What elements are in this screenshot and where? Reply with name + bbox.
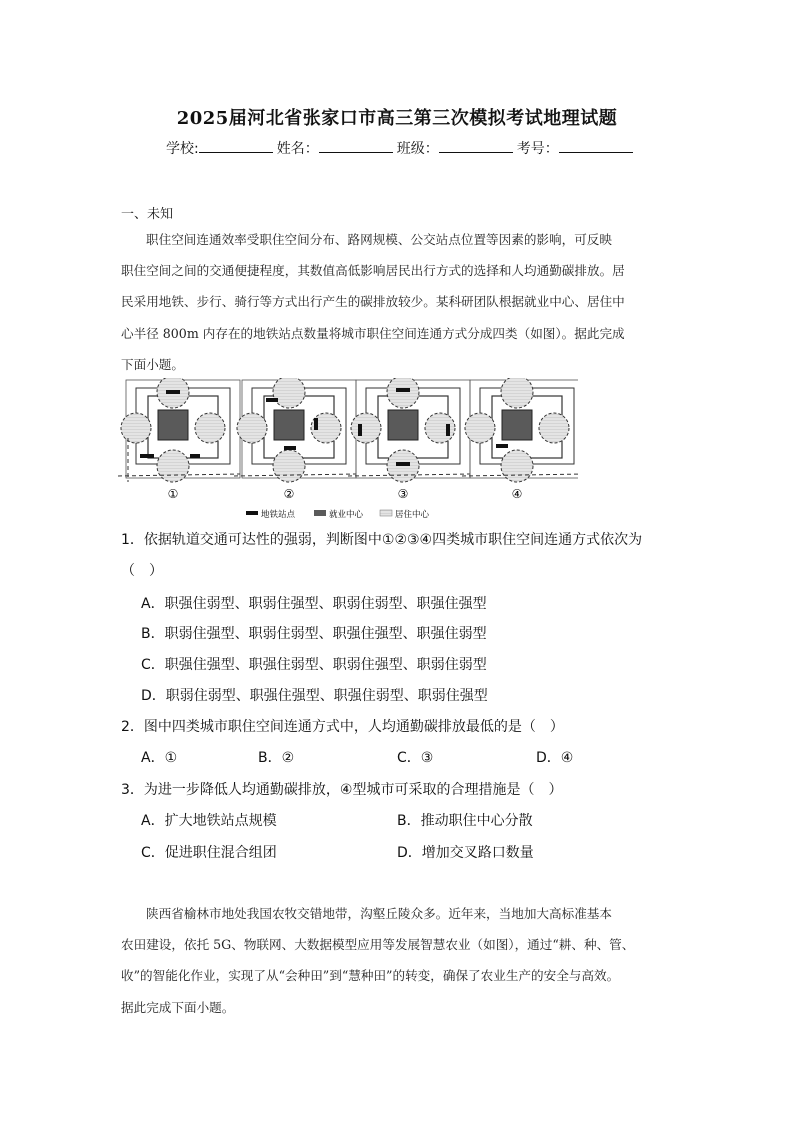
number-label: 考号： — [516, 141, 559, 157]
passage-line: 农田建设，依托 5G、物联网、大数据模型应用等发展智慧农业（如图），通过“耕、种、管、 — [121, 937, 635, 953]
question-2-option-c[interactable]: C．③ — [397, 750, 434, 766]
passage-2 — [121, 898, 634, 1023]
question-1-option-d[interactable]: D．职弱住弱型、职强住强型、职强住弱型、职弱住强型 — [141, 688, 488, 704]
passage-line: 下面小题。 — [121, 356, 184, 372]
passage-line: 民采用地铁、步行、骑行等方式出行产生的碳排放较少。某科研团队根据就业中心、居住中 — [121, 294, 625, 310]
passage-line: 据此完成下面小题。 — [121, 999, 235, 1015]
class-blank[interactable] — [439, 140, 513, 153]
question-2-option-a[interactable]: A．① — [141, 750, 178, 766]
passage-line: 职住空间之间的交通便捷程度，其数值高低影响居民出行方式的选择和人均通勤碳排放。居 — [121, 263, 625, 279]
question-3-option-d[interactable]: D．增加交叉路口数量 — [397, 845, 534, 861]
question-3-option-c[interactable]: C．促进职住混合组团 — [141, 845, 277, 861]
panel-3 — [348, 378, 470, 482]
legend-metro-station: 地铁站点 — [261, 510, 296, 520]
passage-line: 收”的智能化作业，实现了从“会种田”到“慧种田”的转变，确保了农业生产的安全与高效。 — [121, 968, 620, 984]
question-3-stem: 3．为进一步降低人均通勤碳排放，④型城市可采取的合理措施是（ ） — [121, 782, 563, 798]
panel-label-2: ② — [283, 487, 295, 501]
school-label: 学校: — [166, 141, 199, 157]
question-3-option-b[interactable]: B．推动职住中心分散 — [397, 813, 533, 829]
passage-1 — [121, 224, 625, 380]
school-blank[interactable] — [199, 140, 273, 153]
figure-legend — [246, 509, 430, 520]
panel-label-1: ① — [167, 487, 179, 501]
passage-line: 职住空间连通效率受职住空间分布、路网规模、公交站点位置等因素的影响，可反映 — [146, 232, 612, 247]
question-2-option-d[interactable]: D．④ — [536, 750, 574, 766]
page-title: 2025届河北省张家口市高三第三次模拟考试地理试题 — [176, 108, 618, 129]
question-1-option-b[interactable]: B．职弱住强型、职弱住弱型、职强住强型、职强住弱型 — [141, 626, 487, 642]
passage-line: 陕西省榆林市地处我国农牧交错地带，沟壑丘陵众多。近年来，当地加大高标准基本 — [146, 906, 612, 921]
passage-line: 心半径 800m 内存在的地铁站点数量将城市职住空间连通方式分成四类（如图）。据此完成 — [121, 325, 625, 341]
question-1-paren: （ ） — [121, 563, 163, 579]
question-2-option-b[interactable]: B．② — [258, 750, 295, 766]
number-blank[interactable] — [559, 140, 633, 153]
panel-label-3: ③ — [397, 487, 409, 501]
question-2-stem: 2．图中四类城市职住空间连通方式中，人均通勤碳排放最低的是（ ） — [121, 719, 564, 735]
panel-4 — [462, 378, 578, 482]
panel-label-4: ④ — [511, 487, 523, 501]
question-1-stem: 1．依据轨道交通可达性的强弱，判断图中①②③④四类城市职住空间连通方式依次为 — [121, 532, 643, 548]
connectivity-diagram — [118, 378, 578, 524]
class-label: 班级： — [396, 141, 439, 157]
section-heading: 一、未知 — [121, 207, 174, 222]
student-info-line — [166, 138, 637, 158]
question-1-option-c[interactable]: C．职强住强型、职强住弱型、职弱住强型、职弱住弱型 — [141, 657, 487, 673]
question-1-option-a[interactable]: A．职强住弱型、职弱住强型、职弱住弱型、职强住强型 — [141, 596, 487, 612]
legend-employment-center: 就业中心 — [329, 510, 364, 520]
question-3-option-a[interactable]: A．扩大地铁站点规模 — [141, 813, 277, 829]
name-blank[interactable] — [319, 140, 393, 153]
panel-1 — [118, 378, 240, 482]
name-label: 姓名： — [276, 141, 319, 157]
legend-residential-center: 居住中心 — [395, 510, 430, 520]
panel-2 — [234, 378, 356, 482]
